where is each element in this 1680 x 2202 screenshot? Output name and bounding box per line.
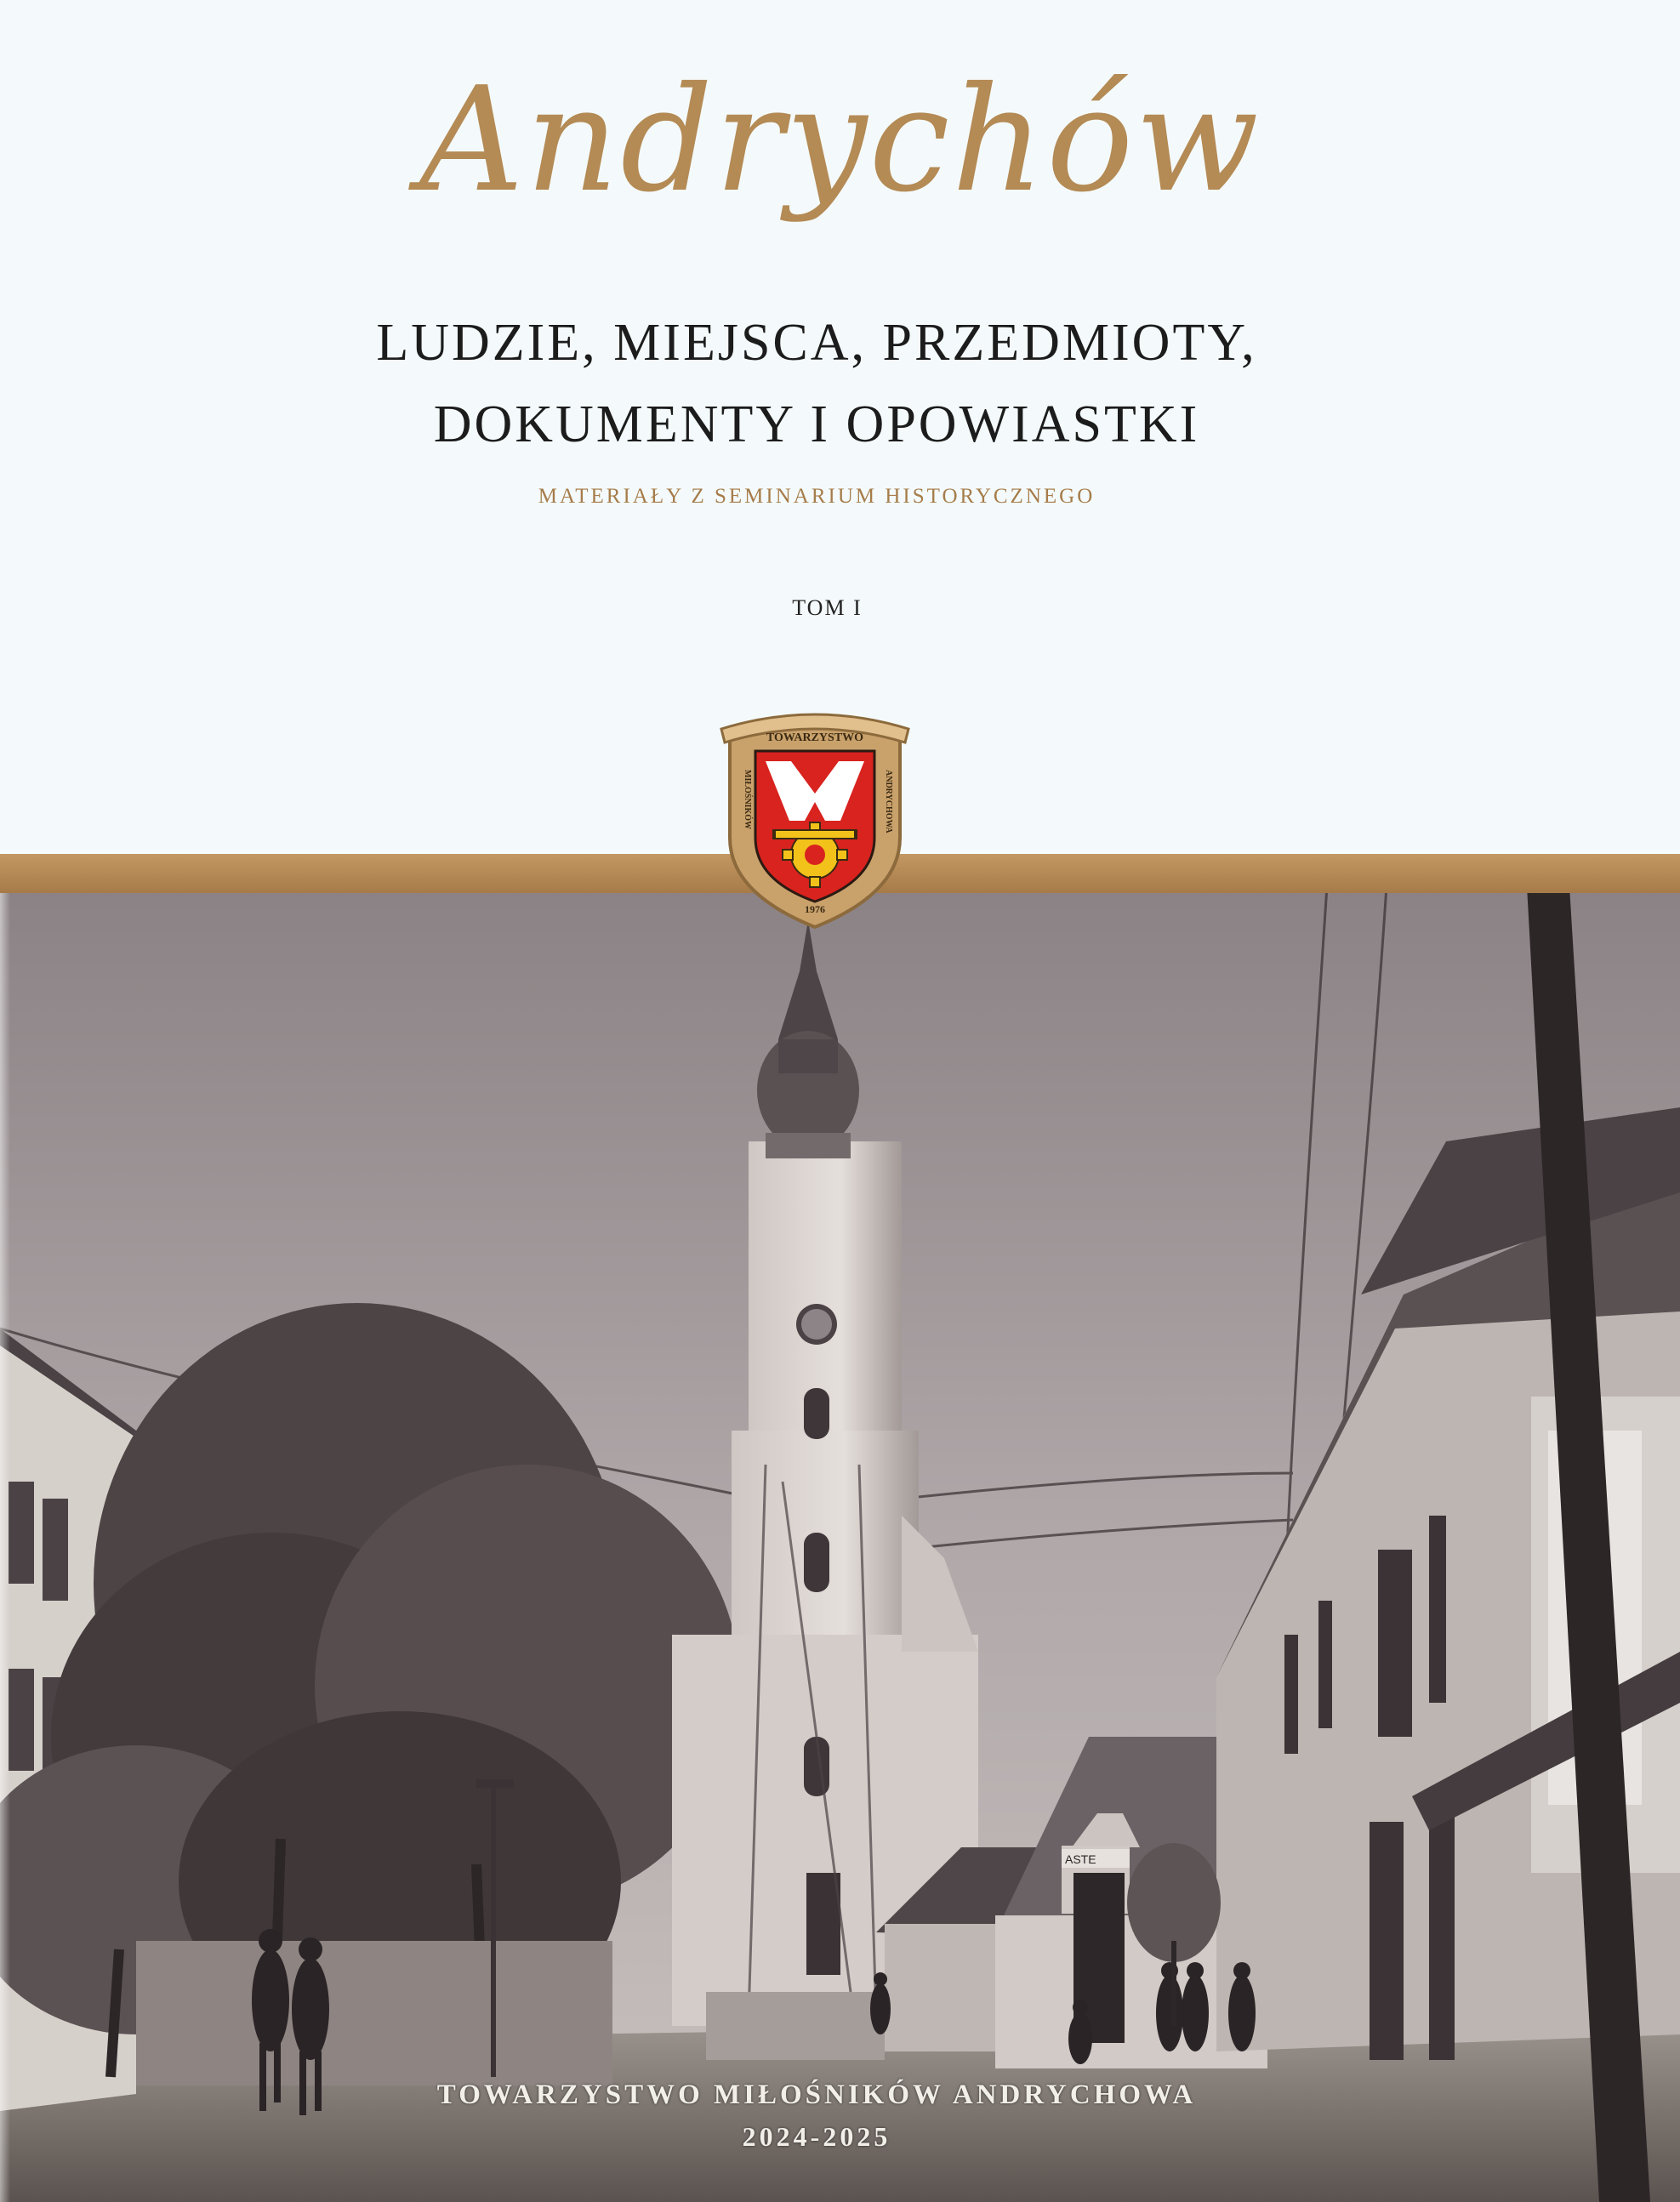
cover-title: Andrychów: [419, 56, 1261, 225]
cover-subtitle-line1: LUDZIE, MIEJSCA, PRZEDMIOTY,: [376, 314, 1257, 372]
cover-left-edge-highlight: [0, 886, 10, 2202]
emblem-year: 1976: [805, 903, 825, 915]
shop-sign-text: ASTE: [1065, 1852, 1096, 1866]
historic-street-photo: [0, 886, 1680, 2202]
publisher-name: TOWARZYSTWO MIŁOŚNIKÓW ANDRYCHOWA: [436, 2080, 1197, 2110]
emblem-right-text: ANDRYCHOWA: [884, 770, 893, 834]
cover-subtitle-line2: DOKUMENTY I OPOWIASTKI: [433, 395, 1200, 453]
cover-volume-label: TOM I: [792, 595, 863, 620]
society-emblem: [713, 710, 917, 931]
emblem-left-text: MIŁOŚNIKÓW: [743, 770, 752, 830]
emblem-top-text: TOWARZYSTWO: [766, 731, 864, 744]
cover-materials-line: MATERIAŁY Z SEMINARIUM HISTORYCZNEGO: [538, 485, 1096, 508]
publication-years: 2024-2025: [742, 2121, 891, 2152]
